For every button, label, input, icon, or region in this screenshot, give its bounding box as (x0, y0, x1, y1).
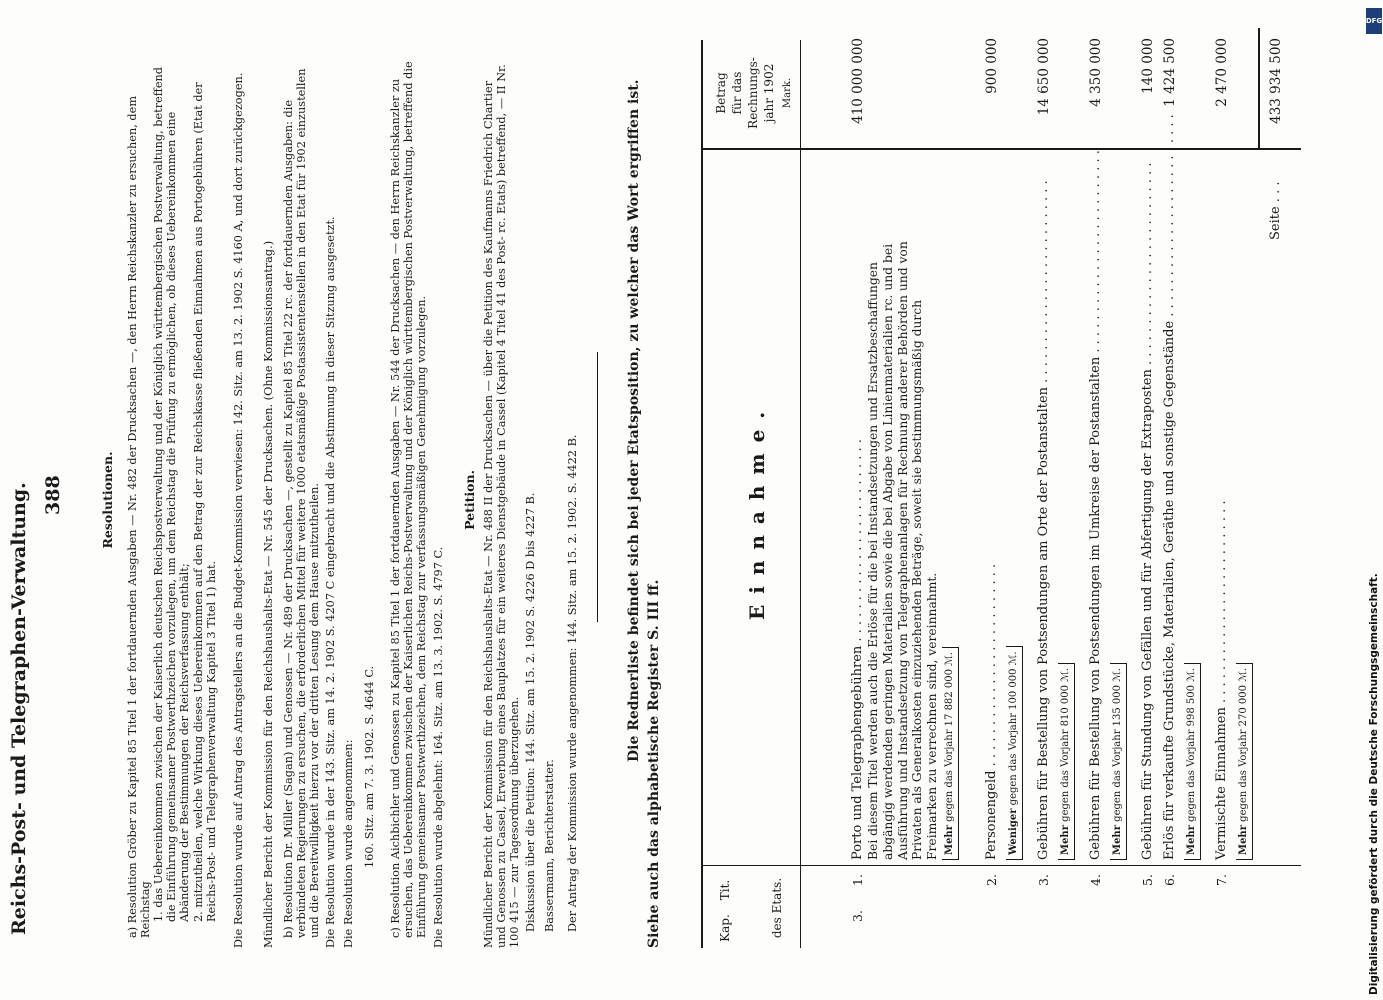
col-tit-header: Tit. (718, 879, 732, 901)
change-note (1058, 663, 1075, 860)
change-direction: Mehr (1060, 825, 1071, 855)
resolution-a-report: Mündlicher Bericht der Kommission für den Reichshaushalts-Etat — Nr. 545 der Drucksachen. (Ohne Kommissionsantrag.) (262, 240, 275, 948)
resolution-c-decision: Die Resolution wurde abgelehnt: 164. Sitz. am 13. 3. 1902. S. 4797 C. (432, 546, 445, 948)
row-amount: 410 000 000 (850, 38, 866, 124)
tit-number: 2. (984, 874, 999, 886)
row-label: Personengeld . . . . . . . . . . . . . . . . . . . . . . . . . (984, 563, 999, 860)
change-direction: Mehr (1112, 825, 1123, 855)
petition-accepted: Der Antrag der Kommission wurde angenommen: 144. Sitz. am 15. 2. 1902. S. 4422 B. (566, 434, 579, 932)
tit-number: 7. (1214, 874, 1229, 886)
tit-number: 1. (850, 874, 865, 886)
table-header-rule (800, 40, 801, 948)
row-amount: 14 650 000 (1036, 38, 1052, 116)
petition-heading: Petition. (462, 470, 477, 530)
row-amount: 140 000 (1140, 38, 1156, 94)
resolutions-heading: Resolutionen. (100, 451, 115, 549)
change-text: gegen das Vorjahr 135 000 ℳ. (1112, 667, 1123, 822)
resolution-b-decision: Die Resolution wurde in der 143. Sitz. am 14. 2. 1902 S. 4207 C eingebracht und die Abstimmung in dieser Sitzung ausgesetzt. (324, 216, 337, 948)
change-note (1236, 663, 1253, 860)
resolution-c-text: c) Resolution Aichbichler und Genossen zu Kapitel 85 Titel 1 der fortdauernden Ausgaben — Nr. 544 der Drucksachen — den Herrn Reichskanzler zu ersuchen, das Uebereinkommen zwischen der Kaiserlichen Reichs-Postverwaltung und der Königlich württembergischen Postverwaltung, betreffend die Einführung gemeinsamer Postwerthzeichen, dem Reichstag zur verfassungsmäßigen Genehmigung vorzulegen. (389, 61, 429, 938)
dfg-logo: DFG (1366, 8, 1382, 34)
digitization-note: Digitalisierung gefördert durch die Deutsche Forschungsgemeinschaft. (1368, 573, 1380, 995)
change-note (942, 647, 959, 860)
resolution-a-item-1: 1. das Uebereinkommen zwischen der Kaiserlich deutschen Reichspostverwaltung und der Königlich württembergischen Postverwaltung, betreffend die Einführung gemeinsamer Postwerthzeichen vorzulegen, um dem Reichstag die Prüfung zu ermöglichen, ob dieses Uebereinkommen eine Abänderung der Bestimmungen der Reichsverfassung enthält; (152, 66, 192, 922)
resolution-a-decision: Die Resolution wurde auf Antrag des Antragstellers an die Budget-Kommission verwiesen: 142. Sitz. am 13. 2. 1902 S. 4160 A, und dort zurückgezogen. (232, 72, 245, 948)
tit-number: 4. (1088, 874, 1103, 886)
row-label: Gebühren für Bestellung von Postsendungen im Umkreise der Postanstalten . . . . . . . . . . . . . . . . . . . . . . . . . (1088, 150, 1103, 860)
row-amount: 900 000 (984, 38, 1000, 94)
petition-rapporteur: Bassermann, Berichterstatter. (543, 759, 556, 932)
resolution-b-text: b) Resolution Dr. Müller (Sagan) und Genossen — Nr. 489 der Drucksachen —, gestellt zu Kapitel 85 Titel 22 rc. der fortdauernden Ausgaben: die verbündeten Regierungen zu ersuchen, die erforderlichen Mittel für weitere 1000 etatsmäßige Postassistentenstellen in den Etat für 1902 einzustellen und die Bereitwilligkeit hierzu vor der dritten Lesung dem Hause mitzutheilen. (282, 68, 322, 938)
row-label: Erlös für verkaufte Grundstücke, Materialien, Geräthe und sonstige Gegenstände . . . . . . . . . . . . . . . . . . . . . . . . . (1162, 114, 1177, 860)
table-col-rule-1 (701, 865, 1301, 866)
total-rule (1258, 28, 1260, 148)
row-amount: 2 470 000 (1214, 38, 1230, 107)
table-top-rule (701, 40, 703, 948)
change-direction: Weniger (1008, 808, 1019, 855)
tit-number: 5. (1140, 874, 1155, 886)
kap-number: 3. (850, 910, 865, 922)
row-label: Porto und Telegraphengebühren . . . . . . . . . . . . . . . . . . . . . . . . . (850, 439, 865, 860)
total-label: Seite . . . (1268, 181, 1283, 240)
change-note (1110, 663, 1127, 860)
running-title: Reichs-Post- und Telegraphen-Verwaltung. (8, 482, 30, 935)
change-text: gegen das Vorjahr 998 500 ℳ. (1186, 667, 1197, 822)
divider-rule (597, 352, 598, 622)
amount-header-4: jahr 1902 (762, 63, 776, 123)
row-amount: 4 350 000 (1088, 38, 1104, 107)
table-col-rule-2 (701, 148, 1301, 150)
register-note: Siehe auch das alphabetische Register S. III ff. (646, 579, 662, 948)
change-direction: Mehr (944, 825, 955, 855)
petition-text: Mündlicher Bericht der Kommission für den Reichshaushalts-Etat — Nr. 488 II der Drucksachen — über die Petition des Kaufmanns Friedrich Chartier und Genossen zu Cassel, Erwerbung eines Bauplatzes für ein weiteres Dienstgebäude in Cassel (Kapitel 4 Titel 41 des Post- rc. Etats) betreffend, — II Nr. 100 415 — zur Tagesordnung überzugehen. (482, 64, 522, 948)
tit-number: 3. (1036, 874, 1051, 886)
amount-header-unit: Mark. (782, 77, 793, 109)
resolution-b-accepted: Die Resolution wurde angenommen: (342, 739, 355, 948)
amount-header-2: für das (730, 71, 744, 115)
page-number: 388 (42, 475, 64, 515)
resolution-a-intro: a) Resolution Gröber zu Kapitel 85 Titel 1 der fortdauernden Ausgaben — Nr. 482 der Drucksachen —, den Herrn Reichskanzler zu ersuchen, dem Reichstag (126, 95, 153, 938)
row-amount: 1 424 500 (1162, 38, 1178, 107)
change-note (1006, 646, 1023, 860)
amount-header-3: Rechnungs- (746, 57, 760, 129)
row-label: Gebühren für Bestellung von Postsendungen am Orte der Postanstalten . . . . . . . . . . . . . . . . . . . . . . . . . (1036, 180, 1051, 860)
row-description: Bei diesem Titel werden auch die Erlöse für die bei Instandsetzungen und Ersatzbeschaffungen abgängig werdenden geringen Materialien sowie die bei Abgabe von Linienmaterialien rc. und bei Ausführung und Instandsetzung von Telegraphenanlagen für Rechnung anderer Behörden und von Privaten als Generalkosten einzuziehenden Beträge, soweit sie bestimmungsmäßig durch Freimarken zu verrechnen sind, vereinnahmt. (866, 241, 940, 860)
col-kap-header: Kap. (718, 914, 732, 942)
change-direction: Mehr (1186, 825, 1197, 855)
change-text: gegen das Vorjahr 270 000 ℳ. (1238, 667, 1249, 822)
section-title: Einnahme. (745, 400, 769, 620)
change-text: gegen das Vorjahr 100 000 ℳ. (1008, 651, 1019, 806)
col-etats-header: des Etats. (770, 877, 784, 939)
row-label: Gebühren für Stundung von Gefällen und für Abfertigung der Extraposten . . . . . . . . . . . . . . . . . . . . . . . . . (1140, 162, 1155, 860)
total-amount: 433 934 500 (1268, 38, 1284, 124)
tit-number: 6. (1162, 874, 1177, 886)
change-text: gegen das Vorjahr 810 000 ℳ. (1060, 667, 1071, 822)
speakers-note: Die Rednerliste befindet sich bei jeder Etatsposition, zu welcher das Wort ergriffen ist. (626, 79, 642, 762)
resolution-b-sitting: 160. Sitz. am 7. 3. 1902. S. 4644 C. (363, 665, 376, 868)
change-direction: Mehr (1238, 825, 1249, 855)
row-label: Vermischte Einnahmen . . . . . . . . . . . . . . . . . . . . . . . . . (1214, 500, 1229, 860)
amount-header-1: Betrag (714, 72, 728, 114)
change-note (1184, 663, 1201, 860)
resolution-a-item-2: 2. mitzutheilen, welche Wirkung dieses Uebereinkommen auf den Betrag der zur Reichskasse fließenden Einnahmen aus Portogebühren (Etat der Reichs-Post- und Telegraphenverwaltung Kapitel 3 Titel 1) hat. (192, 82, 219, 922)
petition-discussion: Diskussion über die Petition: 144. Sitz. am 15. 2. 1902 S. 4226 D bis 4227 B. (524, 492, 537, 932)
change-text: gegen das Vorjahr 17 882 000 ℳ. (944, 652, 955, 822)
